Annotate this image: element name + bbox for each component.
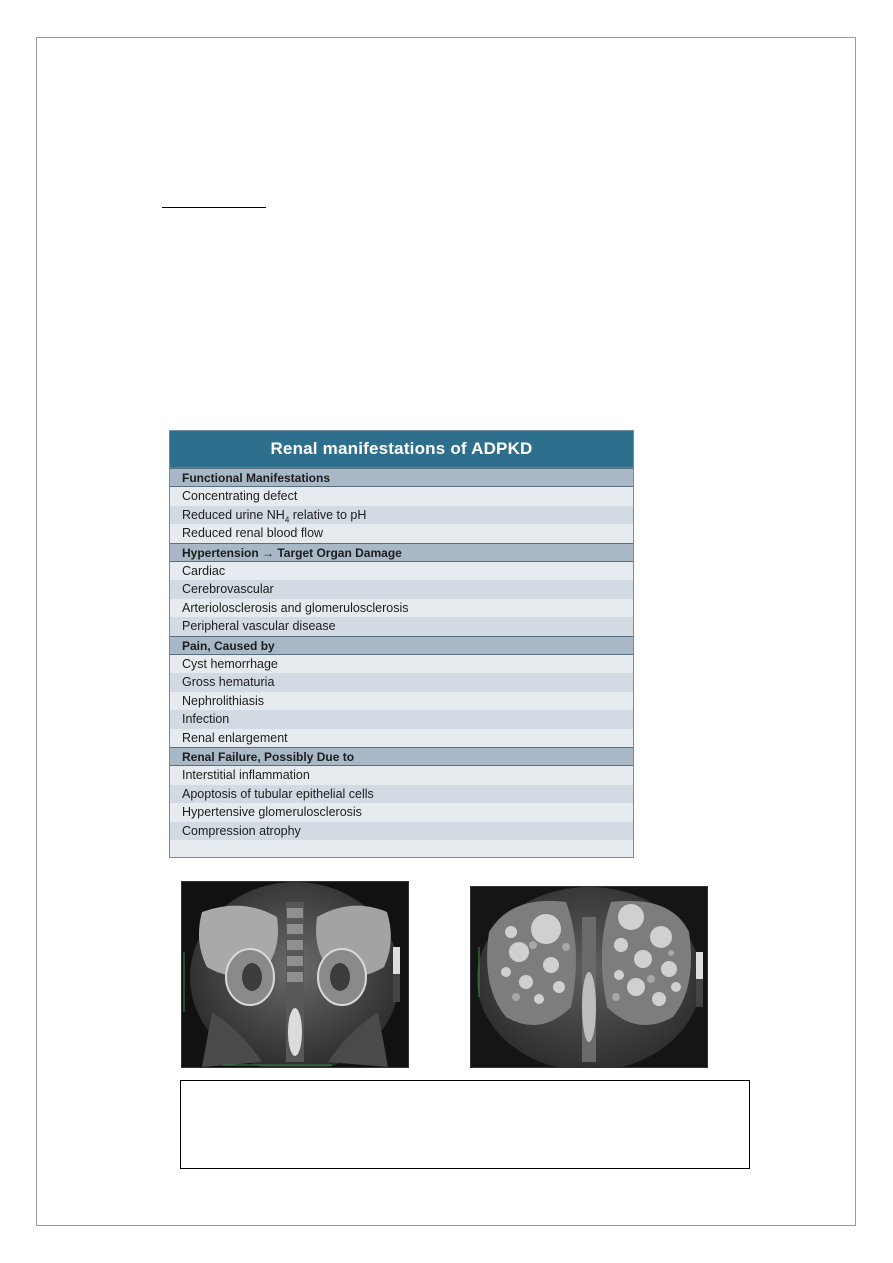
- table-row: Cyst hemorrhage: [170, 655, 633, 674]
- table-row: [170, 506, 633, 525]
- heading-underline: [162, 207, 266, 208]
- section-header-renal-failure: Renal Failure, Possibly Due to: [170, 747, 633, 766]
- table-row: Peripheral vascular disease: [170, 617, 633, 636]
- table-title: Renal manifestations of ADPKD: [170, 431, 633, 468]
- table-row: Cardiac: [170, 562, 633, 581]
- section-header-pain: Pain, Caused by: [170, 636, 633, 655]
- table-row: Compression atrophy: [170, 822, 633, 841]
- table-row: Interstitial inflammation: [170, 766, 633, 785]
- table-row: Cerebrovascular: [170, 580, 633, 599]
- table-row: Apoptosis of tubular epithelial cells: [170, 785, 633, 804]
- manifestations-table: [169, 430, 634, 858]
- table-row: Renal enlargement: [170, 729, 633, 748]
- row-text-suffix: relative to pH: [289, 507, 367, 522]
- table-row: Concentrating defect: [170, 487, 633, 506]
- table-row: Reduced renal blood flow: [170, 524, 633, 543]
- table-row: Infection: [170, 710, 633, 729]
- mri-image-normal-kidneys: [181, 881, 409, 1068]
- row-text: Reduced urine NH: [182, 507, 285, 522]
- table-row: Hypertensive glomerulosclerosis: [170, 803, 633, 822]
- section-header-hypertension: Hypertension → Target Organ Damage: [170, 543, 633, 562]
- mri-image-polycystic-kidneys: [470, 886, 708, 1068]
- table-row: Arteriolosclerosis and glomerulosclerosis: [170, 599, 633, 618]
- table-row: Gross hematuria: [170, 673, 633, 692]
- subscript: 4: [284, 515, 290, 524]
- table-row: Nephrolithiasis: [170, 692, 633, 711]
- section-header-functional: Functional Manifestations: [170, 468, 633, 487]
- caption-box: [180, 1080, 750, 1169]
